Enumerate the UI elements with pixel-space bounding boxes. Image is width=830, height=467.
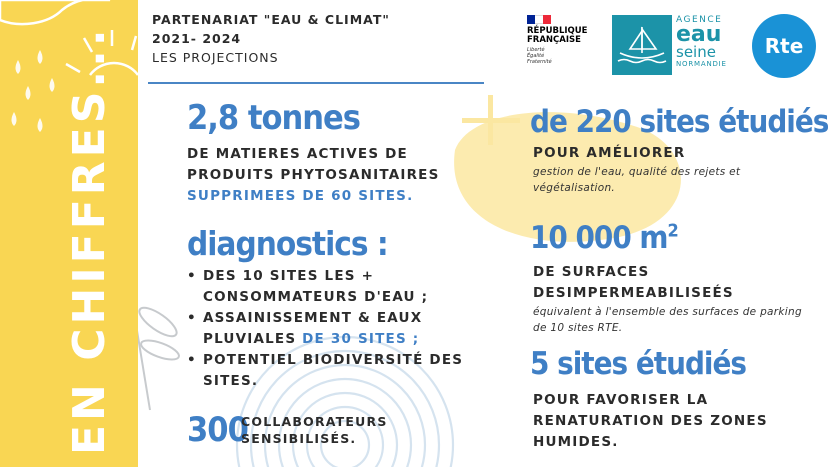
bullet3-line1: • POTENTIEL BIODIVERSITÉ DES (203, 352, 464, 368)
surface-line1: DE SURFACES (533, 264, 650, 280)
bullet2-line2 (203, 329, 463, 350)
surface-detail-line2: de 10 sites RTE. (533, 322, 623, 334)
tonnes-description (187, 144, 440, 207)
sites220-detail-line2: végétalisation. (533, 182, 616, 194)
bullet2-line1: • ASSAINISSEMENT & EAUX (203, 310, 423, 326)
side-band (0, 0, 138, 467)
surface-line2: DESIMPERMEABILISEÉS (533, 285, 734, 301)
aesn-line1: AGENCE (676, 15, 723, 25)
side-title: EN CHIFFRES... (64, 25, 115, 455)
aesn-line4: NORMANDIE (676, 60, 727, 68)
header-title: PARTENARIAT "EAU & CLIMAT" (152, 12, 390, 27)
surface-detail-line1: équivalent à l'ensemble des surfaces de parking (533, 306, 802, 318)
rf-motto1: Liberté (527, 47, 545, 53)
tonnes-line2: PRODUITS PHYTOSANITAIRES (187, 167, 440, 183)
sites220-sub: POUR AMÉLIORER (533, 145, 686, 161)
surface-description (533, 262, 734, 304)
stat-220-sites: de 220 sites étudiés (530, 104, 829, 140)
rf-motto (527, 47, 605, 65)
rf-line1: RÉPUBLIQUE (527, 26, 588, 36)
sites5-line3: HUMIDES. (533, 434, 619, 450)
header-divider (148, 82, 484, 84)
bullet2-text: PLUVIALES (203, 331, 297, 347)
rf-line2: FRANÇAISE (527, 35, 581, 45)
tonnes-line3: SUPPRIMEES DE 60 SITES. (187, 188, 414, 204)
sites5-line1: POUR FAVORISER LA (533, 392, 709, 408)
header-subtitle: LES PROJECTIONS (152, 50, 279, 65)
surface-exponent: 2 (667, 220, 678, 242)
stat-5-sites: 5 sites étudiés (530, 346, 746, 382)
collab-line1: COLLABORATEURS (241, 414, 388, 429)
boat-icon (612, 15, 672, 75)
diagnostics-list (187, 266, 463, 392)
surface-detail (533, 304, 802, 336)
aesn-line2: eau (676, 22, 722, 47)
french-flag-icon (527, 15, 551, 24)
stat-tonnes: 2,8 tonnes (187, 98, 360, 138)
stat-collaborateurs-number: 300 (187, 410, 248, 450)
rf-motto2: Égalité (527, 53, 545, 59)
collaborateurs-description (241, 413, 388, 447)
rte-logo: Rte (752, 14, 816, 78)
bullet1-line1: • DES 10 SITES LES + (203, 268, 375, 284)
republique-francaise-logo (527, 15, 605, 65)
bullet3-line2: SITES. (203, 373, 259, 389)
bullet1-line2: CONSOMMATEURS D'EAU ; (203, 289, 429, 305)
stat-diagnostics: diagnostics : (187, 224, 388, 263)
tonnes-line1: DE MATIERES ACTIVES DE (187, 146, 408, 162)
agence-eau-seine-normandie-logo (612, 15, 740, 77)
list-item (187, 308, 463, 350)
aesn-line3: seine (676, 43, 716, 61)
rf-motto3: Fraternité (527, 59, 552, 65)
header (152, 10, 390, 67)
plus-shape-v (488, 95, 493, 145)
bullet2-highlight: DE 30 SITES ; (302, 331, 420, 347)
header-years: 2021- 2024 (152, 31, 242, 46)
collab-line2: SENSIBILISÉS. (241, 431, 357, 446)
list-item (187, 350, 463, 392)
sites5-line2: RENATURATION DES ZONES (533, 413, 768, 429)
list-item (187, 266, 463, 308)
sites5-description (533, 390, 768, 453)
sites220-detail (533, 164, 740, 196)
sites220-detail-line1: gestion de l'eau, qualité des rejets et (533, 166, 741, 178)
stat-surface (530, 220, 678, 256)
surface-value: 10 000 m (530, 220, 668, 256)
